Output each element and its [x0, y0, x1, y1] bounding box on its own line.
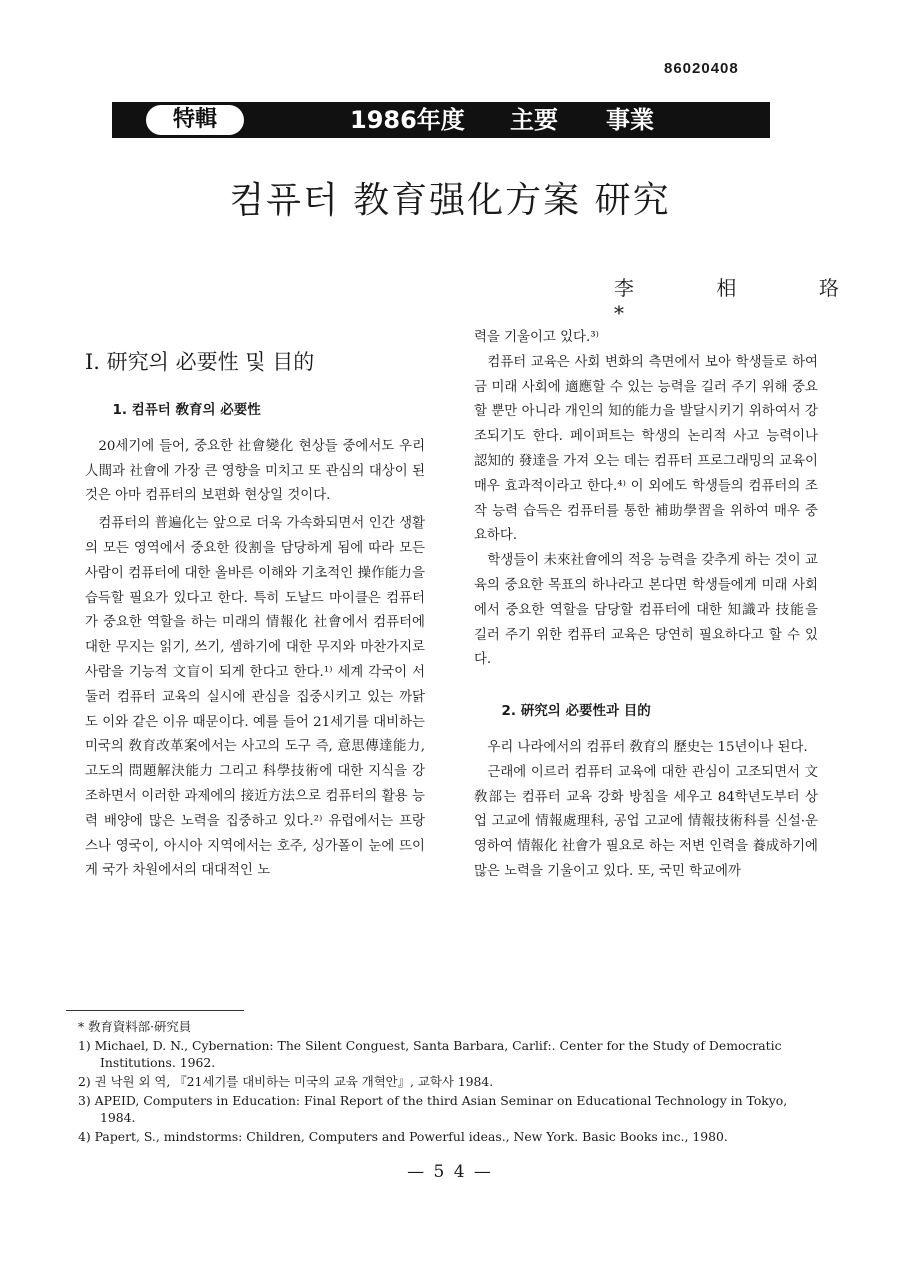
subsection-heading: 2. 硏究의 必要性과 目的 — [501, 703, 651, 720]
footnote-4: 4) Papert, S., mindstorms: Children, Computers and Powerful ideas., New York. Basic Books inc., 1980. — [78, 1129, 728, 1144]
paragraph: 컴퓨터 교육은 사회 변화의 측면에서 보아 학생들로 하여금 미래 사회에 適應할 수 있는 능력을 길러 주기 위해 중요할 뿐만 아니라 개인의 知的能力을 발달시키기 위하여서 강조되기도 한다. 페이퍼트는 학생의 논리적 사고 능력이나 認知的 發達을 가져 오는 데는 컴퓨터 프로그래밍의 교육이 매우 효과적이라고 한다.⁴⁾ 이 외에도 학생들의 컴퓨터의 조작 능력 습득은 컴퓨터를 통한 補助學習을 위하여 매우 중요하다. — [474, 354, 818, 544]
footnotes — [78, 1018, 820, 1147]
banner-word-main: 主要 — [510, 106, 558, 134]
banner-year: 1986年度 — [350, 106, 465, 134]
paragraph: 20세기에 들어, 중요한 社會變化 현상들 중에서도 우리 人間과 社會에 가장 큰 영향을 미치고 또 관심의 대상이 된 것은 아마 컴퓨터의 보편화 현상일 것이다. — [85, 438, 425, 504]
paragraph: 컴퓨터의 普遍化는 앞으로 더욱 가속화되면서 인간 생활의 모든 영역에서 중요한 役割을 담당하게 됨에 따라 모든 사람이 컴퓨터에 대한 올바른 이해와 기초적인 操作能力을 습득할 필요가 있다고 한다. 특히 도날드 마이클은 컴퓨터가 중요한 역할을 하는 미래의 情報化 社會에서 컴퓨터에 대한 무지는 읽기, 쓰기, 셈하기에 대한 무지와 마찬가지로 사람을 기능적 文盲이 되게 한다고 한다.¹⁾ 세계 각국이 서둘러 컴퓨터 교육의 실시에 관심을 집중시키고 있는 까닭도 이와 같은 이유 때문이다. 예를 들어 21세기를 대비하는 미국의 敎育改革案에서는 사고의 도구 즉, 意思傳達能力, 고도의 問題解決能力 그리고 科學技術에 대한 지식을 강조하면서 이러한 과제에의 接近方法으로 컴퓨터의 활용 능력 배양에 많은 노력을 집중하고 있다.²⁾ 유럽에서는 프랑스나 영국이, 아시아 지역에서는 호주, 싱가폴이 눈에 뜨이게 국가 차원에서의 대대적인 노 — [85, 516, 425, 879]
footnote-divider — [66, 1010, 244, 1011]
paragraph: 학생들이 未來社會에의 적응 능력을 갖추게 하는 것이 교육의 중요한 목표의 하나라고 본다면 학생들에게 미래 사회에서 중요한 역할을 담당할 컴퓨터에 대한 知識과 技能을 길러 주기 위한 컴퓨터 교육은 당연히 필요하다고 할 수 있다. — [474, 553, 818, 668]
paragraph: 근래에 이르러 컴퓨터 교육에 대한 관심이 고조되면서 文敎部는 컴퓨터 교육 강화 방침을 세우고 84학년도부터 상업 고교에 情報處理科, 공업 고교에 情報技術科를 신설·운영하여 情報化 社會가 필요로 하는 저변 인력을 養成하기에 많은 노력을 기울이고 있다. 또, 국민 학교에까 — [474, 764, 818, 879]
footnote-1: 1) Michael, D. N., Cybernation: The Silent Conguest, Santa Barbara, Carlif:. Center for the Study of Democratic Institutions. 1962. — [78, 1038, 782, 1070]
right-column — [474, 326, 818, 885]
banner-word-business: 事業 — [606, 106, 654, 134]
author-affiliation: * 敎育資料部·硏究員 — [78, 1019, 192, 1034]
footnote-2: 2) 권 낙원 외 역, 『21세기를 대비하는 미국의 교육 개혁안』, 교학사 1984. — [78, 1074, 494, 1089]
feature-banner — [112, 102, 770, 138]
page-number: — 5 4 — — [407, 1162, 493, 1182]
section-heading: Ⅰ. 研究의 必要性 및 目的 — [85, 350, 315, 374]
author-name: 李 相 珞* — [614, 276, 877, 325]
banner-tag: 特輯 — [146, 105, 244, 135]
article-title: 컴퓨터 教育强化方案 研究 — [229, 180, 671, 221]
document-id: 86020408 — [664, 60, 739, 77]
footnote-3: 3) APEID, Computers in Education: Final Report of the third Asian Seminar on Educational Technology in Tokyo, 1984. — [78, 1093, 788, 1125]
subsection-heading: 1. 컴퓨터 敎育의 必要性 — [112, 402, 261, 418]
paragraph: 력을 기울이고 있다.³⁾ — [474, 330, 599, 345]
paragraph: 우리 나라에서의 컴퓨터 敎育의 歷史는 15년이나 된다. — [487, 739, 808, 755]
left-column — [85, 398, 425, 884]
